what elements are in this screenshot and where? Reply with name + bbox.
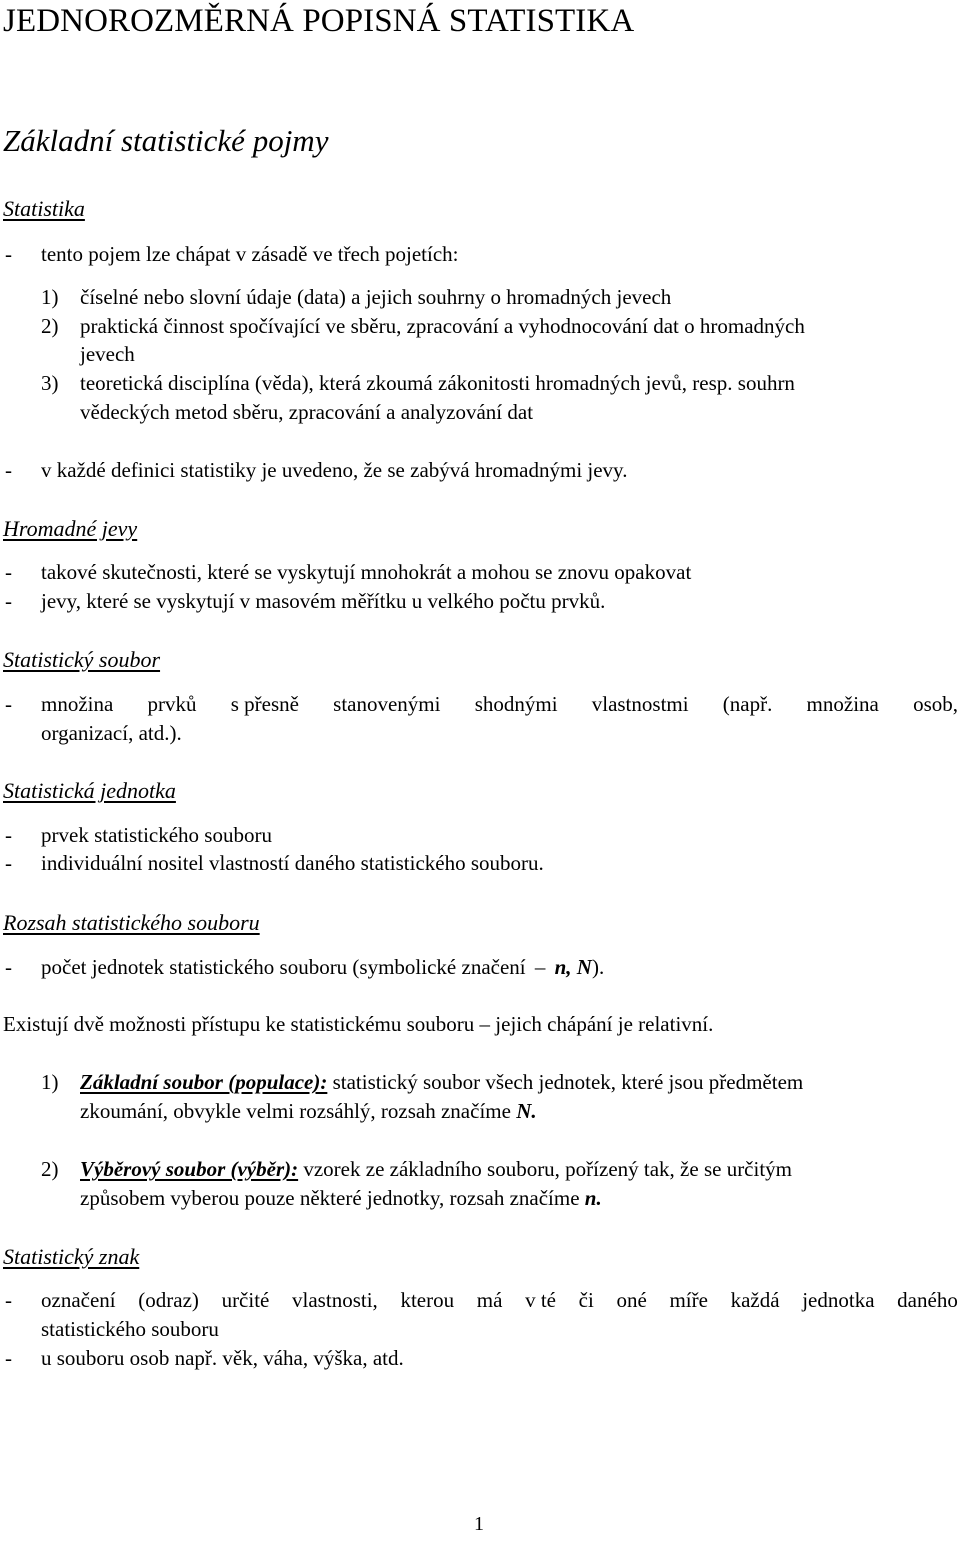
bullet-dash: - bbox=[5, 692, 12, 716]
list-item: prvek statistického souboru bbox=[41, 823, 272, 847]
word: stanovenými bbox=[333, 692, 441, 716]
bullet-dash: - bbox=[5, 1346, 12, 1370]
word: množina bbox=[41, 692, 114, 716]
list-item: u souboru osob např. věk, váha, výška, atd. bbox=[41, 1346, 404, 1370]
heading-statistika: Statistika bbox=[3, 196, 85, 221]
en-dash: – bbox=[534, 955, 546, 979]
pristupy-intro: Existují dvě možnosti přístupu ke statistickému souboru – jejich chápání je relativní. bbox=[3, 1012, 714, 1036]
word: má bbox=[476, 1288, 503, 1312]
list-item: praktická činnost spočívající ve sběru, zpracování a vyhodnocování dat o hromadných bbox=[80, 314, 805, 338]
list-item: individuální nositel vlastností daného statistického souboru. bbox=[41, 851, 544, 875]
bullet-dash: - bbox=[5, 851, 12, 875]
rozsah-text bbox=[41, 957, 604, 978]
list-number: 1) bbox=[41, 1070, 59, 1094]
list-item: teoretická disciplína (věda), která zkoumá zákonitosti hromadných jevů, resp. souhrn bbox=[80, 371, 795, 395]
heading-rozsah: Rozsah statistického souboru bbox=[3, 910, 260, 935]
definition-text: vzorek ze základního souboru, pořízený tak, že se určitým bbox=[303, 1157, 793, 1181]
list-item: číselné nebo slovní údaje (data) a jejich souhrny o hromadných jevech bbox=[80, 285, 672, 309]
word: (odraz) bbox=[138, 1288, 199, 1312]
definition-text: zkoumání, obvykle velmi rozsáhlý, rozsah značíme bbox=[80, 1099, 511, 1123]
word: oné bbox=[616, 1288, 647, 1312]
word: množina bbox=[806, 692, 879, 716]
symbol-N: N bbox=[516, 1099, 532, 1123]
rozsah-text-after: ). bbox=[591, 955, 605, 979]
list-item-continuation: statistického souboru bbox=[41, 1317, 219, 1341]
bullet-dash: - bbox=[5, 589, 12, 613]
word: označení bbox=[41, 1288, 116, 1312]
bullet-dash: - bbox=[5, 458, 12, 482]
word: shodnými bbox=[474, 692, 558, 716]
definition-continuation bbox=[80, 1101, 537, 1122]
list-item-continuation: organizací, atd.). bbox=[41, 721, 182, 745]
word: daného bbox=[897, 1288, 958, 1312]
definition-text: způsobem vyberou pouze některé jednotky, rozsah značíme bbox=[80, 1186, 580, 1210]
term-vyberovy-soubor: Výběrový soubor (výběr): bbox=[80, 1157, 299, 1181]
definition-continuation bbox=[80, 1188, 602, 1209]
word: či bbox=[578, 1288, 594, 1312]
word: osob, bbox=[913, 692, 958, 716]
symbol-n: n bbox=[584, 1186, 597, 1210]
word: prvků bbox=[147, 692, 197, 716]
list-number: 1) bbox=[41, 285, 59, 309]
period: . bbox=[531, 1099, 537, 1123]
bullet-dash: - bbox=[5, 955, 12, 979]
word: jednotka bbox=[802, 1288, 875, 1312]
bullet-dash: - bbox=[5, 1288, 12, 1312]
section-title: Základní statistické pojmy bbox=[3, 123, 329, 158]
word: v té bbox=[525, 1288, 556, 1312]
heading-statisticky-soubor: Statistický soubor bbox=[3, 647, 161, 672]
definition-line bbox=[80, 1072, 803, 1093]
list-item: jevy, které se vyskytují v masovém měřítku u velkého počtu prvků. bbox=[41, 589, 606, 613]
list-item: takové skutečnosti, které se vyskytují mnohokrát a mohou se znovu opakovat bbox=[41, 560, 692, 584]
word: každá bbox=[730, 1288, 780, 1312]
statistika-note: v každé definici statistiky je uvedeno, že se zabývá hromadnými jevy. bbox=[41, 458, 628, 482]
rozsah-symbols: n, N bbox=[554, 955, 592, 979]
period: . bbox=[596, 1186, 602, 1210]
word: vlastnostmi bbox=[591, 692, 689, 716]
term-zakladni-soubor: Základní soubor (populace): bbox=[80, 1070, 328, 1094]
justified-line bbox=[41, 1290, 958, 1311]
rozsah-text-before: počet jednotek statistického souboru (symbolické značení bbox=[41, 955, 526, 979]
heading-statisticky-znak: Statistický znak bbox=[3, 1244, 140, 1269]
word: kterou bbox=[400, 1288, 455, 1312]
heading-hromadne-jevy: Hromadné jevy bbox=[3, 516, 138, 541]
word: míře bbox=[669, 1288, 708, 1312]
bullet-dash: - bbox=[5, 560, 12, 584]
list-number: 2) bbox=[41, 314, 59, 338]
bullet-dash: - bbox=[5, 242, 12, 266]
statistika-intro: tento pojem lze chápat v zásadě ve třech pojetích: bbox=[41, 242, 459, 266]
list-item-continuation: jevech bbox=[80, 342, 135, 366]
page-number: 1 bbox=[474, 1513, 484, 1535]
bullet-dash: - bbox=[5, 823, 12, 847]
justified-line bbox=[41, 694, 958, 715]
definition-text: statistický soubor všech jednotek, které jsou předmětem bbox=[332, 1070, 804, 1094]
word: s přesně bbox=[230, 692, 299, 716]
definition-line bbox=[80, 1159, 792, 1180]
list-item-continuation: vědeckých metod sběru, zpracování a analyzování dat bbox=[80, 400, 534, 424]
word: (např. bbox=[722, 692, 773, 716]
list-number: 3) bbox=[41, 371, 59, 395]
heading-statisticka-jednotka: Statistická jednotka bbox=[3, 778, 176, 803]
page-title: JEDNOROZMĚRNÁ POPISNÁ STATISTIKA bbox=[3, 3, 635, 39]
list-number: 2) bbox=[41, 1157, 59, 1181]
word: určité bbox=[221, 1288, 270, 1312]
word: vlastnosti, bbox=[292, 1288, 378, 1312]
